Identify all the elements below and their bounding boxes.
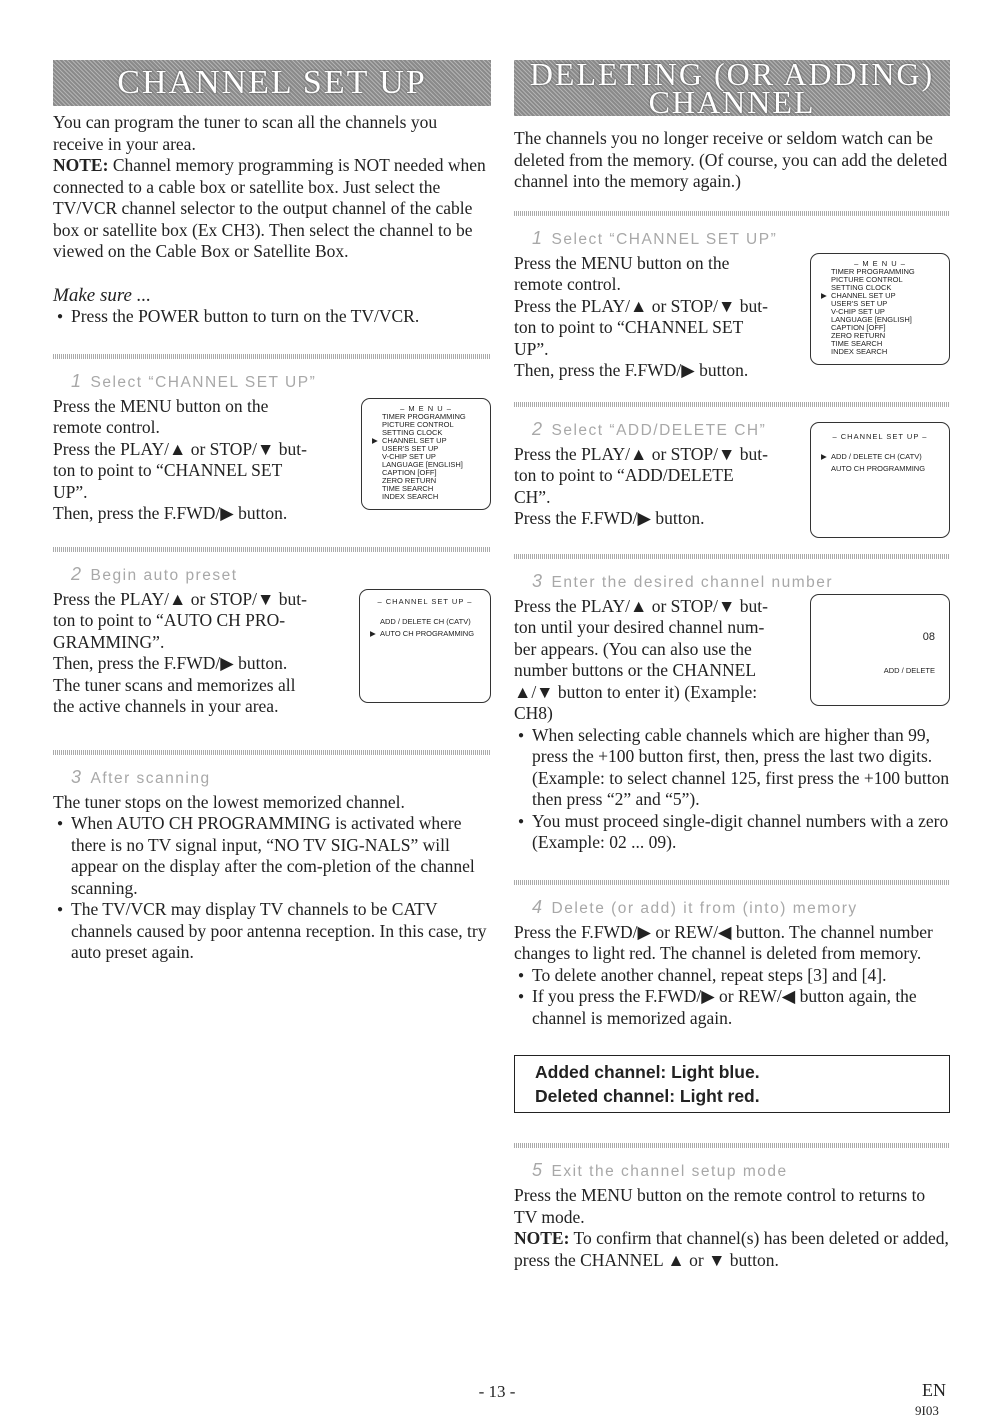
divider [53, 547, 491, 552]
note-label: NOTE: [53, 155, 109, 175]
step-title-text: Begin auto preset [90, 566, 238, 584]
step-number: 5 [532, 1160, 544, 1180]
pointer-icon: ▶ [370, 628, 376, 638]
step-1-title [71, 371, 491, 392]
step-line: Then, press the F.FWD/▶ button. [514, 360, 749, 380]
channel-number-screen [810, 594, 950, 706]
screen-title: – CHANNEL SET UP – [377, 596, 473, 606]
pointer-icon: ▶ [821, 451, 827, 461]
divider [514, 554, 950, 559]
step-1-body [514, 253, 950, 382]
screen-item: TIME SEARCH [831, 338, 883, 348]
step-line: UP”. [53, 481, 88, 502]
intro-text: You can program the tuner to scan all the channels you receive in your area. [53, 112, 438, 154]
right-column [514, 56, 950, 1271]
screen-item: USER'S SET UP [382, 443, 439, 453]
step-line: Press the F.FWD/▶ button. [514, 508, 705, 528]
step-line: ton until your desired channel num- [514, 617, 765, 637]
note-text: To confirm that channel(s) has been deleted or added, press the CHANNEL ▲ or ▼ button. [514, 1228, 949, 1270]
step-3-title [71, 767, 491, 788]
page-number: - 13 - [478, 1382, 516, 1401]
step-bullet: ● If you press the F.FWD/▶ or REW/◀ button again, the channel is memorized again. [514, 986, 950, 1029]
title-line: DELETING (OR ADDING) [529, 56, 935, 92]
step-title-text: After scanning [90, 769, 211, 787]
screen-item: LANGUAGE [ENGLISH] [831, 314, 912, 324]
note-text: Channel memory programming is NOT needed when connected to a cable box or satellite box. Just select the TV/VCR channel selector to the output channel of the cable box or satellite box (Ex CH3). Then select the channel to be viewed on the Cable Box or Satellite Box. [53, 155, 486, 261]
step-line: ton to point to “ADD/DELETE [514, 465, 734, 485]
step-line: Press the PLAY/▲ or STOP/▼ but- [514, 443, 768, 464]
step-line: ton to point to “CHANNEL SET [514, 317, 744, 337]
screen-item: CAPTION [OFF] [831, 322, 886, 332]
step-line: ton to point to “CHANNEL SET [53, 460, 283, 480]
step-line: ▲/▼ button to enter it) (Example: [514, 681, 758, 702]
step-line: the active channels in your area. [53, 696, 279, 716]
screen-item: TIME SEARCH [382, 483, 434, 493]
screen-title: – CHANNEL SET UP – [832, 431, 928, 441]
step-line: ber appears. (You can also use the [514, 638, 752, 659]
make-sure-bullet: ● Press the POWER button to turn on the TV/VCR. [53, 306, 491, 328]
step-line: Press the PLAY/▲ or STOP/▼ but- [514, 595, 768, 616]
note-paragraph [53, 155, 491, 263]
screen-item-selected: AUTO CH PROGRAMMING [380, 628, 475, 638]
title-line: CHANNEL [648, 84, 816, 120]
legend-deleted: Deleted channel: Light red. [535, 1086, 760, 1106]
step-1-title [532, 228, 950, 249]
divider [514, 402, 950, 407]
step-line: ton to point to “AUTO CH PRO- [53, 610, 286, 630]
step-bullet: ● You must proceed single-digit channel numbers with a zero (Example: 02 ... 09). [514, 811, 950, 854]
divider [53, 750, 491, 755]
note-label: NOTE: [514, 1228, 570, 1248]
screen-item: TIMER PROGRAMMING [382, 411, 466, 421]
intro-text: The channels you no longer receive or seldom watch can be deleted from the memory. (Of course, you can add the deleted channel into the memory again.) [514, 128, 948, 191]
step-5-title [532, 1160, 950, 1181]
step-line: The tuner scans and memorizes all [53, 674, 296, 695]
step-number: 1 [71, 370, 83, 391]
step-line: Then, press the F.FWD/▶ button. [53, 503, 288, 523]
screen-item: V-CHIP SET UP [382, 451, 436, 461]
section-title-deleting-channel [514, 56, 950, 120]
step-line: CH”. [514, 486, 551, 507]
step-text: Press the F.FWD/▶ or REW/◀ button. The channel number changes to light red. The channel is deleted from memory. [514, 921, 933, 963]
note-paragraph [514, 1228, 950, 1271]
step-line: CH8) [514, 703, 553, 723]
color-legend-box [514, 1055, 950, 1113]
step-line: GRAMMING”. [53, 631, 165, 652]
screen-channel-number: 08 [922, 630, 935, 643]
step-line: Press the PLAY/▲ or STOP/▼ but- [514, 295, 768, 316]
screen-title: – M E N U – [400, 403, 452, 413]
step-2-title [71, 564, 491, 585]
screen-item-selected: CHANNEL SET UP [382, 435, 447, 445]
step-4-title [532, 897, 950, 918]
step-number: 4 [532, 896, 544, 917]
section-title-channel-set-up: CHANNEL SET UP [53, 60, 491, 106]
screen-item: SETTING CLOCK [382, 427, 443, 437]
step-1-body [53, 396, 491, 525]
step-line: UP”. [514, 338, 549, 359]
screen-item: CAPTION [OFF] [382, 467, 437, 477]
divider [514, 1143, 950, 1148]
screen-item: USER'S SET UP [831, 298, 888, 308]
step-line: Press the MENU button on the [514, 252, 730, 273]
screen-item-selected: ADD / DELETE CH (CATV) [831, 451, 922, 461]
make-sure-heading: Make sure ... [53, 284, 151, 306]
step-line: remote control. [514, 274, 621, 294]
screen-item: INDEX SEARCH [382, 491, 439, 501]
screen-item: PICTURE CONTROL [382, 419, 454, 429]
menu-screen [361, 398, 491, 510]
step-2-body [53, 589, 491, 718]
step-number: 2 [71, 563, 83, 584]
step-number: 2 [532, 418, 544, 439]
step-title-text: Enter the desired channel number [551, 573, 834, 591]
step-line: Press the PLAY/▲ or STOP/▼ but- [53, 438, 307, 459]
divider [53, 354, 491, 359]
screen-item: ZERO RETURN [382, 475, 437, 485]
screen-item-selected: CHANNEL SET UP [831, 290, 896, 300]
legend-added: Added channel: Light blue. [535, 1062, 760, 1082]
step-title-text: Delete (or add) it from (into) memory [551, 899, 858, 917]
step-number: 3 [71, 766, 83, 787]
document-code: 9I03 [915, 1403, 939, 1418]
step-number: 3 [532, 570, 544, 591]
step-3-body [514, 596, 950, 725]
step-line: number buttons or the CHANNEL [514, 660, 757, 680]
pointer-icon: ▶ [821, 290, 827, 300]
step-text: Press the MENU button on the remote control to returns to TV mode. [514, 1185, 926, 1227]
screen-item: LANGUAGE [ENGLISH] [382, 459, 463, 469]
screen-item: V-CHIP SET UP [831, 306, 885, 316]
screen-item: INDEX SEARCH [831, 346, 888, 356]
channel-set-up-screen [810, 422, 950, 538]
language-code: EN [922, 1380, 946, 1400]
step-3-title [532, 571, 950, 592]
pointer-icon: ▶ [372, 435, 378, 445]
screen-item: PICTURE CONTROL [831, 274, 903, 284]
divider [514, 211, 950, 216]
step-title-text: Select “ADD/DELETE CH” [551, 421, 767, 439]
step-line: Then, press the F.FWD/▶ button. [53, 653, 288, 673]
screen-label: ADD / DELETE [883, 665, 935, 675]
menu-screen [810, 253, 950, 365]
step-2-body [514, 431, 950, 554]
screen-item: SETTING CLOCK [831, 282, 892, 292]
step-bullet: ● When selecting cable channels which are higher than 99, press the +100 button first, then, press the last two digits. (Example: to select channel 125, first press the +100 button then press “2” and “5”). [514, 725, 950, 811]
screen-item: ADD / DELETE CH (CATV) [380, 616, 471, 626]
screen-item: TIMER PROGRAMMING [831, 266, 915, 276]
step-title-text: Select “CHANNEL SET UP” [90, 373, 317, 391]
channel-set-up-screen [359, 589, 491, 703]
step-bullet: ● To delete another channel, repeat steps [3] and [4]. [514, 965, 950, 987]
screen-item: AUTO CH PROGRAMMING [831, 463, 926, 473]
step-line: Press the PLAY/▲ or STOP/▼ but- [53, 588, 307, 609]
step-bullet: ● The TV/VCR may display TV channels to be CATV channels caused by poor antenna reception. In this case, try auto preset again. [53, 899, 491, 964]
step-title-text: Select “CHANNEL SET UP” [551, 230, 778, 248]
step-number: 1 [532, 227, 544, 248]
screen-item: ZERO RETURN [831, 330, 886, 340]
left-column [53, 60, 491, 964]
step-line: Press the MENU button on the [53, 395, 269, 416]
step-text: The tuner stops on the lowest memorized channel. [53, 791, 405, 812]
step-title-text: Exit the channel setup mode [551, 1163, 788, 1180]
step-bullet: ● When AUTO CH PROGRAMMING is activated where there is no TV signal input, “NO TV SIG-NALS” will appear on the display after the com-pletion of the channel scanning. [53, 813, 491, 899]
step-line: remote control. [53, 417, 160, 437]
screen-title: – M E N U – [854, 258, 906, 268]
divider [514, 880, 950, 885]
